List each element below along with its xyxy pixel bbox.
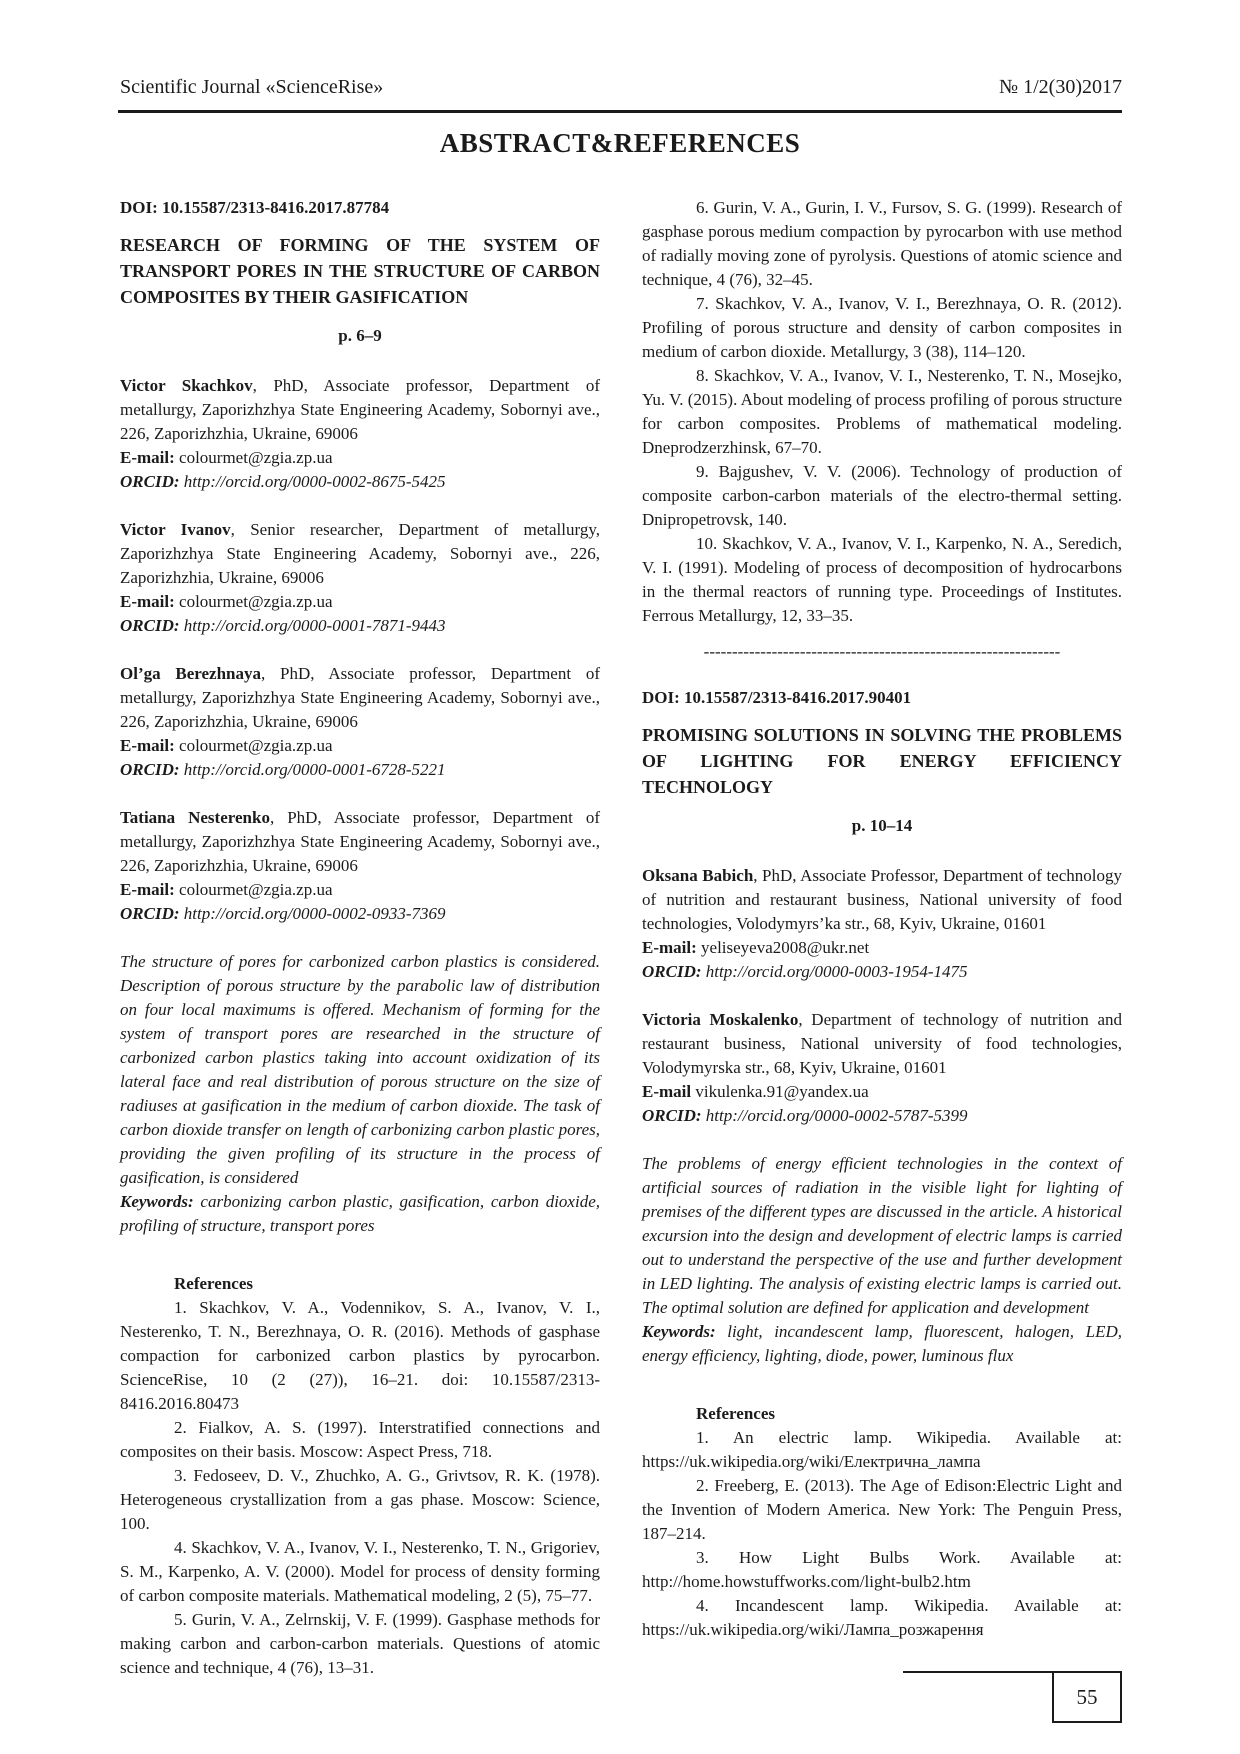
author-block: [120, 374, 600, 494]
author-block: [642, 1008, 1122, 1128]
email-label: E-mail:: [642, 938, 697, 957]
page-number: 55: [1076, 1684, 1098, 1709]
orcid-url: http://orcid.org/0000-0003-1954-1475: [705, 962, 968, 981]
author-block: [642, 864, 1122, 984]
reference-item: 1. An electric lamp. Wikipedia. Available at: https://uk.wikipedia.org/wiki/Електрична_лампа: [642, 1428, 1122, 1471]
orcid-label: ORCID:: [120, 616, 180, 635]
abstract-block: [642, 1152, 1122, 1368]
author-block: [120, 662, 600, 782]
article-title: PROMISING SOLUTIONS IN SOLVING THE PROBLEMS OF LIGHTING FOR ENERGY EFFICIENCY TECHNOLOGY: [642, 725, 1122, 797]
header-rule: [118, 110, 1122, 113]
keywords-text: carbonizing carbon plastic, gasification, carbon dioxide, profiling of structure, transport pores: [120, 1192, 600, 1235]
page-number-box: [1052, 1671, 1122, 1723]
reference-item: 4. Skachkov, V. A., Ivanov, V. I., Nesterenko, T. N., Grigoriev, S. M., Karpenko, A. V. (2000). Model for process of density forming of carbon composite materials. Mathematical modeling, 2 (5), 75–77.: [120, 1538, 600, 1605]
keywords-text: light, incandescent lamp, fluorescent, halogen, LED, energy efficiency, lighting, diode, power, luminous flux: [642, 1322, 1122, 1365]
abstract-block: [120, 950, 600, 1238]
reference-item: 9. Bajgushev, V. V. (2006). Technology of production of composite carbon-carbon materials of the electro-thermal setting. Dnipropetrovsk, 140.: [642, 462, 1122, 529]
orcid-label: ORCID:: [120, 472, 180, 491]
issue-number: № 1/2(30)2017: [999, 76, 1122, 98]
right-column: [642, 196, 1122, 1642]
reference-item: 1. Skachkov, V. A., Vodennikov, S. A., Ivanov, V. I., Nesterenko, T. N., Berezhnaya, O. R. (2016). Methods of gasphase compaction for carbonized carbon plastics by pyrocarbon. ScienceRise, 10 (2 (27)), 16–21. doi: 10.15587/2313-8416.2016.80473: [120, 1298, 600, 1413]
email-label: E-mail: [642, 1082, 692, 1101]
author-name: Tatiana Nesterenko: [120, 808, 270, 827]
email-address: colourmet@zgia.zp.ua: [179, 592, 333, 611]
reference-item: 2. Fialkov, A. S. (1997). Interstratified connections and composites on their basis. Moscow: Aspect Press, 718.: [120, 1418, 600, 1461]
reference-item: 8. Skachkov, V. A., Ivanov, V. I., Nesterenko, T. N., Mosejko, Yu. V. (2015). About modeling of process profiling of porous structure for carbon composites. Problems of mathematical modeling. Dneprodzerzhinsk, 67–70.: [642, 366, 1122, 457]
email-address: colourmet@zgia.zp.ua: [179, 448, 333, 467]
author-affiliation: , Department of technology of nutrition and restaurant business, National university of food technologies, Volodymyrska str., 68, Kyiv, Ukraine, 01601: [642, 1010, 1123, 1077]
email-address: colourmet@zgia.zp.ua: [179, 736, 333, 755]
reference-item: 3. How Light Bulbs Work. Available at: http://home.howstuffworks.com/light-bulb2.htm: [642, 1548, 1122, 1591]
reference-item: 4. Incandescent lamp. Wikipedia. Available at: https://uk.wikipedia.org/wiki/Лампа_розжарення: [642, 1596, 1122, 1639]
author-name: Victor Ivanov: [120, 520, 231, 539]
keywords-label: Keywords:: [120, 1192, 194, 1211]
author-name: Victor Skachkov: [120, 376, 253, 395]
orcid-url: http://orcid.org/0000-0002-0933-7369: [183, 904, 446, 923]
abstract-text: The structure of pores for carbonized carbon plastics is considered. Description of porous structure by the parabolic law of distribution on four local maximums is offered. Mechanism of forming for the system of transport pores are researched in the structure of carbonized carbon plastics taking into account oxidization of its lateral face and real distribution of porous structure on the size of radiuses at gasification in the medium of carbon dioxide. The task of carbon dioxide transfer on length of carbonizing carbon plastic pores, providing the given profiling of its structure in the process of gasification, is considered: [120, 952, 600, 1187]
email-address: yeliseyeva2008@ukr.net: [701, 938, 870, 957]
author-block: [120, 518, 600, 638]
reference-item: 2. Freeberg, E. (2013). The Age of Edison:Electric Light and the Invention of Modern America. New York: The Penguin Press, 187–214.: [642, 1476, 1122, 1543]
orcid-label: ORCID:: [642, 1106, 702, 1125]
orcid-label: ORCID:: [642, 962, 702, 981]
author-affiliation: , PhD, Associate professor, Department of metallurgy, Zaporizhzhya State Engineering Academy, Sobornyi ave., 226, Zaporizhzhia, Ukraine, 69006: [120, 664, 601, 731]
author-affiliation: , PhD, Associate professor, Department of metallurgy, Zaporizhzhya State Engineering Academy, Sobornyi ave., 226, Zaporizhzhia, Ukraine, 69006: [120, 808, 600, 875]
author-affiliation: , PhD, Associate Professor, Department of technology of nutrition and restaurant business, National university of food technologies, Volodymyrs’ka str., 68, Kyiv, Ukraine, 01601: [642, 866, 1122, 933]
email-label: E-mail:: [120, 880, 175, 899]
article-pages: p. 6–9: [338, 326, 382, 345]
left-column: [120, 196, 600, 1680]
email-address: vikulenka.91@yandex.ua: [695, 1082, 869, 1101]
orcid-url: http://orcid.org/0000-0002-5787-5399: [705, 1106, 968, 1125]
article-title: RESEARCH OF FORMING OF THE SYSTEM OF TRANSPORT PORES IN THE STRUCTURE OF CARBON COMPOSITES BY THEIR GASIFICATION: [120, 235, 600, 307]
reference-item: 6. Gurin, V. A., Gurin, I. V., Fursov, S. G. (1999). Research of gasphase porous medium compaction by pyrocarbon with use method of radially moving zone of pyrolysis. Questions of atomic science and technique, 4 (76), 32–45.: [642, 198, 1122, 289]
email-label: E-mail:: [120, 736, 175, 755]
orcid-label: ORCID:: [120, 760, 180, 779]
email-label: E-mail:: [120, 592, 175, 611]
author-name: Victoria Moskalenko: [642, 1010, 799, 1029]
email-address: colourmet@zgia.zp.ua: [179, 880, 333, 899]
author-name: Ol’ga Berezhnaya: [120, 664, 262, 683]
orcid-url: http://orcid.org/0000-0002-8675-5425: [183, 472, 446, 491]
article-pages: p. 10–14: [851, 816, 913, 835]
article-doi: DOI: 10.15587/2313-8416.2017.90401: [642, 688, 912, 707]
abstract-text: The problems of energy efficient technologies in the context of artificial sources of radiation in the visible light for lighting of premises of the different types are discussed in the article. A historical excursion into the design and development of electric lamps is carried out to understand the perspective of the use and further development in LED lighting. The analysis of existing electric lamps is carried out. The optimal solution are defined for application and development: [642, 1154, 1122, 1317]
orcid-label: ORCID:: [120, 904, 180, 923]
author-affiliation: , Senior researcher, Department of metallurgy, Zaporizhzhya State Engineering Academy, Sobornyi ave., 226, Zaporizhzhia, Ukraine, 69006: [120, 520, 600, 587]
reference-item: 7. Skachkov, V. A., Ivanov, V. I., Berezhnaya, O. R. (2012). Profiling of porous structure and density of carbon composites in medium of carbon dioxide. Metallurgy, 3 (38), 114–120.: [642, 294, 1122, 361]
reference-item: 10. Skachkov, V. A., Ivanov, V. I., Karpenko, N. A., Seredich, V. I. (1991). Modeling of process of decomposition of hydrocarbons in the thermal reactors of running type. Proceedings of Institutes. Ferrous Metallurgy, 12, 33–35.: [642, 534, 1122, 625]
article-doi: DOI: 10.15587/2313-8416.2017.87784: [120, 198, 390, 217]
references-heading: References: [696, 1404, 775, 1423]
keywords-label: Keywords:: [642, 1322, 716, 1341]
reference-item: 3. Fedoseev, D. V., Zhuchko, A. G., Grivtsov, R. K. (1978). Heterogeneous crystallization from a gas phase. Moscow: Science, 100.: [120, 1466, 600, 1533]
reference-item: 5. Gurin, V. A., Zelrnskij, V. F. (1999). Gasphase methods for making carbon and carbon-carbon materials. Questions of atomic science and technique, 4 (76), 13–31.: [120, 1610, 600, 1677]
email-label: E-mail:: [120, 448, 175, 467]
author-block: [120, 806, 600, 926]
references-heading: References: [174, 1274, 253, 1293]
journal-name: Scientific Journal «ScienceRise»: [120, 76, 384, 98]
page-title: ABSTRACT&REFERENCES: [439, 128, 801, 158]
author-affiliation: , PhD, Associate professor, Department of metallurgy, Zaporizhzhya State Engineering Academy, Sobornyi ave., 226, Zaporizhzhia, Ukraine, 69006: [120, 376, 600, 443]
article-separator: ---------------------------------------------------------------: [703, 642, 1061, 661]
author-name: Oksana Babich: [642, 866, 754, 885]
orcid-url: http://orcid.org/0000-0001-7871-9443: [183, 616, 446, 635]
orcid-url: http://orcid.org/0000-0001-6728-5221: [183, 760, 446, 779]
